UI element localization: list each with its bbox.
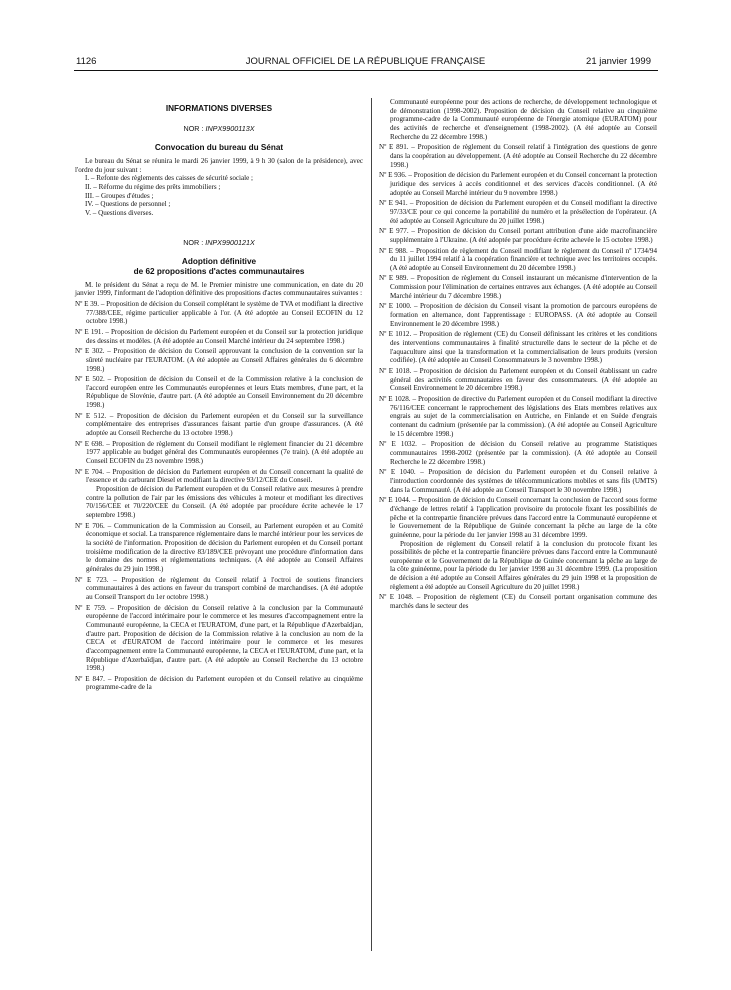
list-item: Nº E 502. – Proposition de décision du Conseil et de la Commission relative à la conclusion de l'accord européen entre les Communautés européennes et leurs Etats membres, d'une part, et la République de Slovénie, d'autre part. (A été adoptée au Conseil Environnement du 20 décembre 1998.) (75, 375, 363, 410)
list-item: Nº E 1040. – Proposition de décision du Parlement européen et du Conseil relative à l'introduction coordonnée des systèmes de télécommunications mobiles et sans fils (UMTS) dans la Communauté. (A été adoptée au Conseil Transport le 30 novembre 1998.) (379, 468, 657, 494)
journal-title: JOURNAL OFFICIEL DE LA RÉPUBLIQUE FRANÇAISE (245, 56, 486, 67)
list-item: Nº E 1032. – Proposition de décision du Conseil relative au programme Statistiques communautaires 1998-2002 (présentée par la commission). (A été adoptée au Conseil Recherche le 22 décembre 1998.) (379, 440, 657, 466)
list-item: Nº E 704. – Proposition de décision du Parlement européen et du Conseil concernant la qualité de l'essence et du carburant Diesel et modifiant la directive 93/12/CEE du Conseil. (75, 467, 363, 485)
list-item: Nº E 1028. – Proposition de directive du Parlement européen et du Conseil modifiant la directive 76/116/CEE concernant le rapprochement des législations des Etats membres relatives aux engrais au sujet de la commercialisation en Autriche, en Finlande et en Suède d'engrais contenant du cadmium (présentée par la commission). (A été adoptée au Conseil Agriculture le 15 décembre 1998.) (379, 395, 657, 438)
convocation-text: Le bureau du Sénat se réunira le mardi 26 janvier 1999, à 9 h 30 (salon de la présidence), avec l'ordre du jour suivant : (75, 157, 363, 174)
intro-paragraph: M. le président du Sénat a reçu de M. le Premier ministre une communication, en date du 20 janvier 1999, l'informant de l'adoption définitive des propositions d'actes communautaires suivantes : (75, 280, 363, 298)
agenda-item: III. – Groupes d'études ; (85, 191, 154, 200)
list-item: Nº E 512. – Proposition de décision du Parlement européen et du Conseil sur la surveillance complémentaire des entreprises d'assurances faisant partie d'un groupe d'assurances. (A été adoptée au Conseil Recherche du 13 octobre 1998.) (75, 411, 363, 438)
list-item: Nº E 1012. – Proposition de règlement (CE) du Conseil définissant les critères et les conditions des interventions communautaires à finalité structurelle dans le secteur de la pêche et de l'aquaculture ainsi que la transformation et la commercialisation de leurs produits (version codifiée). (A été adoptée au Conseil Consommateurs le 3 novembre 1998.) (379, 330, 657, 365)
list-item: Nº E 977. – Proposition de décision du Conseil portant attribution d'une aide macrofinancière supplémentaire à l'Ukraine. (A été adoptée par procédure écrite achevée le 15 octobre 1998.) (379, 227, 657, 244)
agenda-item: IV. – Questions de personnel ; (85, 200, 171, 209)
list-item: Nº E 988. – Proposition de règlement du Conseil modifiant le règlement du Conseil nº 1734/94 du 11 juillet 1994 relatif à la coopération financière et technique avec les territoires occupés. (A été adoptée au Conseil Environnement du 20 décembre 1998.) (379, 246, 657, 272)
right-column (379, 98, 657, 611)
list-item: Nº E 941. – Proposition de décision du Parlement européen et du Conseil modifiant la directive 97/33/CE pour ce qui concerne la portabilité du numéro et la présélection de l'opérateur. (A été adoptée au Conseil Agriculture du 20 juillet 1998.) (379, 199, 657, 225)
nor-label: NOR : (183, 237, 206, 247)
list-item: Nº E 706. – Communication de la Commission au Conseil, au Parlement européen et au Comité économique et social. La transparence réglementaire dans le marché intérieur pour les services de la société de l'information. Proposition de décision du Parlement européen et du Conseil portant troisième modification de la directive 83/189/CEE prévoyant une procédure d'information dans le domaine des normes et réglementations techniques. (A été adoptée au Conseil Affaires générales du 29 juin 1998.) (75, 521, 363, 573)
list-item: Nº E 723. – Proposition de règlement du Conseil relatif à l'octroi de soutiens financiers communautaires à des actions en faveur du transport combiné de marchandises. (A été adoptée au Conseil Transport du 1er octobre 1998.) (75, 575, 363, 601)
list-item-continuation: Proposition de règlement du Conseil relatif à la conclusion du protocole fixant les possibilités de pêche et la contrepartie financière prévues dans l'accord entre la Communauté européenne et le Gouvernement de la République de Guinée concernant la pêche au large de la côte guinéenne, pour la période du 1er janvier 1998 au 31 décembre 1999. (La proposition de décision a été adoptée au Conseil Affaires générales du 29 juin 1998 et la proposition de règlement a été adoptée au Conseil Agriculture du 20 juillet 1998.) (390, 539, 657, 591)
list-item: Nº E 847. – Proposition de décision du Parlement européen et du Conseil relative au cinquième programme-cadre de la (75, 674, 363, 692)
list-item: Nº E 1000. – Proposition de décision du Conseil visant la promotion de parcours européens de formation en alternance, dont l'apprentissage : EUROPASS. (A été adoptée au Conseil Environnement le 20 décembre 1998.) (379, 302, 657, 328)
list-item-continuation: Communauté européenne pour des actions de recherche, de développement technologique et de démonstration (1998-2002). Proposition de décision du Conseil relative au cinquième programme-cadre de la Communauté européenne de l'énergie atomique (EURATOM) pour des activités de recherche et d'enseignement (1998-2002). (A été adoptée au Conseil Recherche du 22 décembre 1998.) (390, 98, 657, 141)
list-item: Nº E 936. – Proposition de décision du Parlement européen et du Conseil concernant la protection juridique des services à accès conditionnel et des services d'accès conditionnel. (A été adoptée au Conseil Marché intérieur du 9 novembre 1998.) (379, 171, 658, 197)
agenda-item: V. – Questions diverses. (85, 208, 154, 217)
page-number: 1126 (76, 56, 97, 67)
list-item: Nº E 191. – Proposition de décision du Parlement européen et du Conseil sur la protection juridique des dessins et modèles. (A été adoptée au Conseil Marché intérieur du 24 septembre 1998.) (75, 327, 363, 345)
nor-reference (75, 124, 363, 133)
list-item: Nº E 891. – Proposition de règlement du Conseil relatif à l'intégration des questions de genre dans la coopération au développement. (A été adoptée au Conseil Recherche du 22 décembre 1998.) (379, 143, 657, 169)
convocation-title: Convocation du bureau du Sénat (154, 143, 284, 152)
list-item: Nº E 1044. – Proposition de décision du Conseil concernant la conclusion de l'accord sous forme d'échange de lettres relatif à l'application provisoire du protocole fixant les possibilités de pêche et la contrepartie financière prévues dans l'accord entre la Communauté européenne et le Gouvernement de la République de Guinée concernant la pêche au large de la côte guinéenne, pour la période du 1er janvier 1998 au 31 décembre 1999. (379, 496, 657, 539)
nor-code: INPX9900121X (205, 237, 255, 247)
agenda-item: II. – Réforme du régime des prêts immobiliers ; (85, 182, 221, 191)
left-column (75, 98, 363, 692)
list-item: Nº E 698. – Proposition de règlement du Conseil modifiant le règlement financier du 21 décembre 1977 applicable au budget général des Communautés européennes (7e train). (A été adoptée au Conseil ECOFIN du 23 novembre 1998.) (75, 439, 363, 466)
agenda-item: I. – Refonte des règlements des caisses de sécurité sociale ; (85, 174, 254, 183)
adoption-title: Adoption définitive (181, 256, 257, 266)
list-item: Nº E 989. – Proposition de règlement du Conseil instaurant un mécanisme d'intervention de la Commission pour l'élimination de certaines entraves aux échanges. (A été adoptée au Conseil Marché intérieur du 7 décembre 1998.) (379, 274, 657, 300)
list-item: Nº E 39. – Proposition de décision du Conseil complétant le système de TVA et modifiant la directive 77/388/CEE, régime particulier applicable à l'or. (A été adoptée au Conseil ECOFIN du 12 octobre 1998.) (75, 299, 364, 326)
list-item: Nº E 1018. – Proposition de décision du Parlement européen et du Conseil établissant un cadre général des activités communautaires en faveur des consommateurs. (A été adoptée au Conseil Environnement le 20 décembre 1998.) (379, 367, 657, 393)
issue-date: 21 janvier 1999 (586, 56, 651, 67)
nor-reference (75, 238, 363, 247)
list-item: Nº E 759. – Proposition de décision du Conseil relative à la conclusion par la Communauté européenne de l'accord intérimaire pour le commerce et les mesures d'accompagnement entre la Communauté européenne, la CECA et l'EURATOM, d'une part, et la République d'Azerbaïdjan, d'autre part. Proposition de décision de la Commission relative à la conclusion au nom de la CECA et d'EURATOM de l'accord intérimaire pour le commerce et les mesures d'accompagnement entre la Communauté européenne, la CECA et l'EURATOM, d'une part, et la République d'Azerbaïdjan, d'autre part. (A été adoptée au Conseil Recherche du 13 octobre 1998.) (75, 603, 363, 673)
header-rule (74, 70, 658, 71)
list-item: Nº E 1048. – Proposition de règlement (CE) du Conseil portant organisation commune des marchés dans le secteur des (379, 593, 657, 611)
adoption-subtitle: de 62 propositions d'actes communautaires (133, 266, 305, 276)
nor-code: INPX9900113X (205, 124, 255, 133)
column-divider (371, 98, 372, 951)
list-item: Nº E 302. – Proposition de décision du Conseil approuvant la conclusion de la convention sur la sûreté nucléaire par l'EURATOM. (A été adoptée au Conseil Affaires générales du 6 décembre 1998.) (75, 347, 363, 373)
list-item-continuation: Proposition de décision du Parlement européen et du Conseil relative aux mesures à prendre contre la pollution de l'air par les émissions des véhicules à moteur et modifiant les directives 70/156/CEE et 70/220/CEE du Conseil. (A été adoptée par procédure écrite achevée le 17 septembre 1998.) (86, 485, 363, 519)
nor-label: NOR : (183, 124, 206, 133)
section-title: INFORMATIONS DIVERSES (165, 104, 273, 113)
